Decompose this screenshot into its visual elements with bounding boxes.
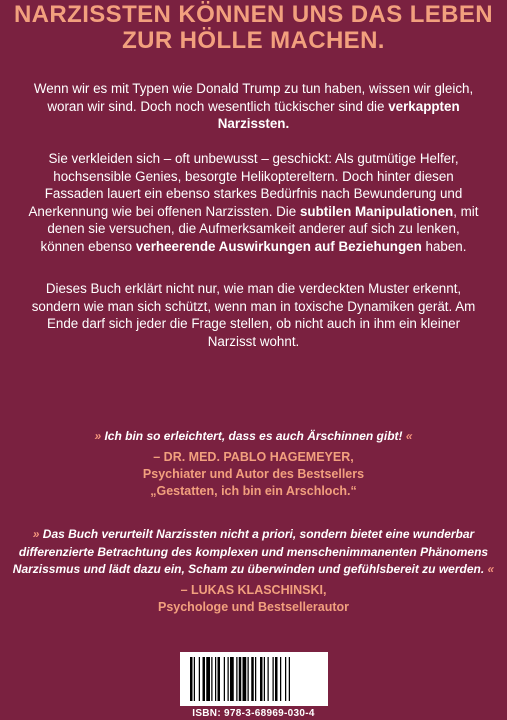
quote-2-attribution [0, 582, 507, 616]
quote-2-author: – LUKAS KLASCHINSKI, [180, 583, 327, 597]
barcode-bar [243, 657, 247, 701]
barcode-bar [275, 657, 278, 701]
headline [0, 2, 507, 54]
quote-1-text: Ich bin so erleichtert, dass es auch Ärschinnen gibt! [101, 429, 406, 443]
barcode-bar [264, 657, 265, 701]
barcode-bar [248, 657, 249, 701]
barcode-bar [190, 657, 193, 701]
quote-1-attribution [0, 449, 507, 500]
disguise-text-1: Sie verkleiden sich – oft unbewusst – geschickt: Als gutmütige Helfer, hochsensible Genies, besorgte Helikoptereltern. Doch hinter diesen Fassaden lauert ein ebenso starkes Bedürfnis nach Bewunderung und Anerkennung wie bei offenen Narzissten. Die [28, 151, 463, 219]
barcode-bar [268, 657, 269, 701]
barcode-bar [211, 657, 212, 701]
barcode-bar [260, 657, 263, 701]
quote-2-role: Psychologe und Bestsellerautor [157, 600, 350, 614]
book-summary-paragraph [24, 280, 483, 350]
quote-1-role: Psychiater und Autor des Bestsellers [142, 467, 365, 481]
barcode-bar [224, 657, 225, 701]
barcode-bar [251, 657, 254, 701]
quote-2-text: Das Buch verurteilt Narzissten nicht a priori, sondern bietet eine wunderbar differenzierte Betrachtung des komplexen und menschenimmanenten Phänomens Narzissmus und lädt dazu ein, Scham zu überwinden und gefühlsbereit zu werden. [12, 527, 489, 576]
intro-emphasis: verkappten Narzissten. [217, 98, 460, 132]
barcode-bar [199, 657, 200, 701]
quote-1-close-mark: « [405, 429, 413, 443]
barcode-graphic [180, 652, 328, 706]
disguise-paragraph [24, 150, 483, 256]
disguise-text-3: haben. [421, 238, 467, 254]
barcode-bar [236, 657, 237, 701]
book-summary-text: Dieses Buch erklärt nicht nur, wie man die verdeckten Muster erkennt, sondern wie man sich schützt, wenn man in toxische Dynamiken gerät. Am Ende darf sich jeder die Frage stellen, ob nicht auch in ihm ein kleiner Narzisst wohnt. [31, 281, 476, 349]
barcode-bar [255, 657, 256, 701]
intro-paragraph [24, 80, 483, 133]
quote-1-author: – DR. MED. PABLO HAGEMEYER, [153, 450, 354, 464]
barcode [180, 652, 328, 706]
barcode-bar [289, 657, 290, 701]
barcode-bar [194, 657, 195, 701]
barcode-bar [239, 657, 242, 701]
disguise-text-2: , mit denen sie versuchen, die Aufmerksamkeit anderer auf sich zu lenken, können ebenso [40, 203, 479, 254]
barcode-bar [273, 657, 274, 701]
barcode-bar [230, 657, 234, 701]
barcode-bar [218, 657, 221, 701]
barcode-bar [285, 657, 286, 701]
quote-2-open-mark: » [32, 527, 40, 541]
quote-1 [4, 428, 503, 446]
disguise-emphasis-1: subtilen Manipulationen [299, 203, 454, 219]
barcode-bar [280, 657, 281, 701]
barcode-bar [206, 657, 210, 701]
intro-text: Wenn wir es mit Typen wie Donald Trump zu tun haben, wissen wir gleich, woran wir sind. Doch noch wesentlich tückischer sind die [33, 81, 474, 114]
quote-1-open-mark: » [94, 429, 102, 443]
isbn-label: ISBN: 978-3-68969-030-4 [192, 708, 315, 719]
disguise-emphasis-2: verheerende Auswirkungen auf Beziehungen [135, 238, 422, 254]
quote-1-book: „Gestatten, ich bin ein Arschloch.“ [150, 484, 357, 498]
barcode-bar [215, 657, 216, 701]
quote-2 [4, 526, 503, 579]
headline-line-1: NARZISSTEN KÖNNEN UNS DAS LEBEN [13, 1, 494, 28]
barcode-bar [228, 657, 229, 701]
quote-2-close-mark: « [487, 562, 495, 576]
headline-line-2: ZUR HÖLLE MACHEN. [122, 27, 385, 54]
barcode-bar [203, 657, 206, 701]
